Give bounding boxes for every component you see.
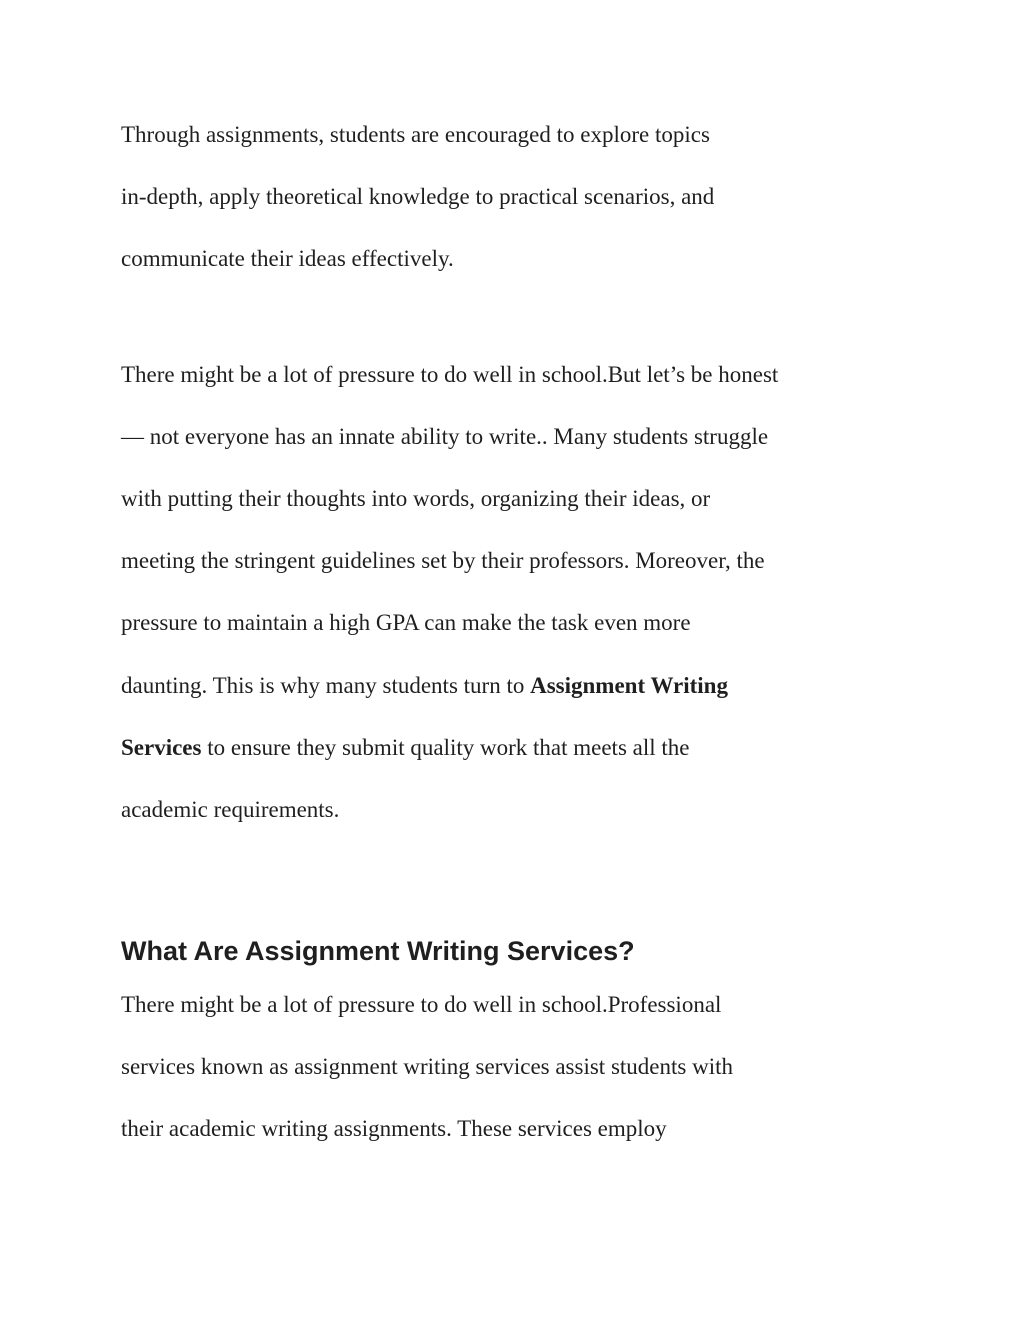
paragraph-2-line-8: academic requirements.: [121, 797, 340, 822]
paragraph-1-line-3: communicate their ideas effectively.: [121, 246, 454, 271]
paragraph-2-line-6: [121, 671, 728, 701]
paragraph-2-line-4: meeting the stringent guidelines set by their professors. Moreover, the: [121, 548, 765, 573]
assignment-writing-bold: Assignment Writing: [530, 673, 728, 698]
paragraph-1-line-2: in-depth, apply theoretical knowledge to practical scenarios, and: [121, 184, 715, 209]
section-paragraph-line-2: services known as assignment writing services assist students with: [121, 1054, 733, 1079]
section-paragraph-line-1: There might be a lot of pressure to do well in school.Professional: [121, 992, 722, 1017]
services-bold: Services: [121, 735, 202, 760]
paragraph-2-line-5: pressure to maintain a high GPA can make the task even more: [121, 610, 691, 635]
section-heading: What Are Assignment Writing Services?: [121, 936, 635, 966]
paragraph-2-line-1: There might be a lot of pressure to do well in school.But let’s be honest: [121, 362, 779, 387]
paragraph-2-line-7: [121, 733, 689, 763]
section-paragraph-line-3: their academic writing assignments. These services employ: [121, 1116, 667, 1141]
paragraph-2-line-3: with putting their thoughts into words, organizing their ideas, or: [121, 486, 711, 511]
paragraph-2-line-2: — not everyone has an innate ability to write.. Many students struggle: [121, 424, 769, 449]
paragraph-2-line-6-text: daunting. This is why many students turn to: [121, 673, 531, 698]
paragraph-2-line-7-text: to ensure they submit quality work that meets all the: [201, 735, 690, 760]
paragraph-1-line-1: Through assignments, students are encouraged to explore topics: [121, 122, 710, 147]
